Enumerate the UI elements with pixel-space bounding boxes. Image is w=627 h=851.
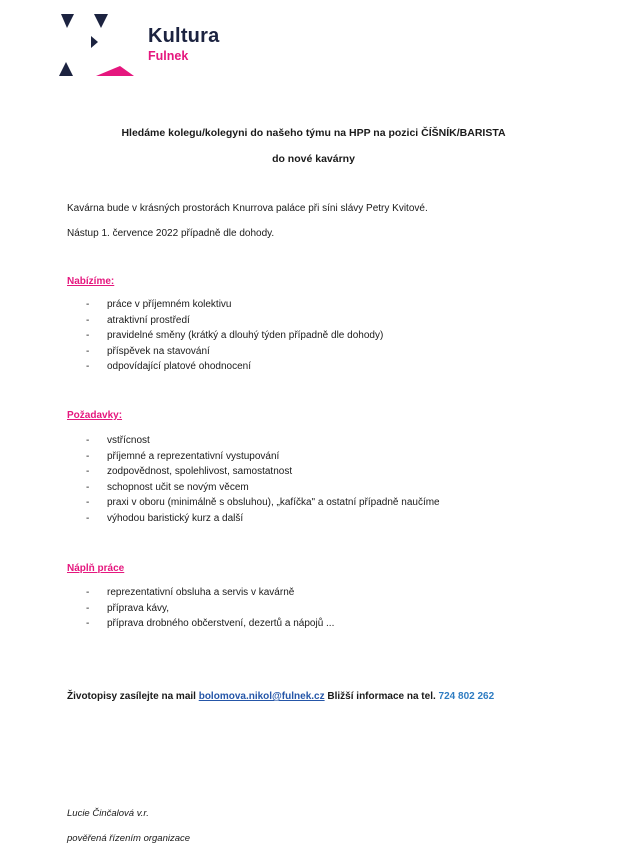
list-item: - odpovídající platové ohodnocení bbox=[86, 359, 383, 375]
list-item: - práce v příjemném kolektivu bbox=[86, 297, 383, 313]
list-item: - zodpovědnost, spolehlivost, samostatnost bbox=[86, 464, 440, 480]
list-item: - schopnost učit se novým věcem bbox=[86, 480, 440, 496]
kultura-fulnek-logo bbox=[58, 14, 238, 78]
page-subtitle: do nové kavárny bbox=[272, 153, 355, 165]
list-item: - příprava kávy, bbox=[86, 601, 334, 617]
list-item: - příjemné a reprezentativní vystupování bbox=[86, 449, 440, 465]
list-item: - praxi v oboru (minimálně s obsluhou), „kafíčka" a ostatní případně naučíme bbox=[86, 495, 440, 511]
signature-role: pověřená řízením organizace bbox=[67, 833, 191, 844]
offer-list bbox=[86, 297, 383, 375]
list-item: - příspěvek na stavování bbox=[86, 344, 383, 360]
list-item: - výhodou baristický kurz a další bbox=[86, 511, 440, 527]
logo-name: Kultura bbox=[148, 25, 220, 47]
duties-heading: Náplň práce bbox=[67, 563, 125, 574]
list-item: - reprezentativní obsluha a servis v kavárně bbox=[86, 585, 334, 601]
page-title: Hledáme kolegu/kolegyni do našeho týmu na HPP na pozici ČÍŠNÍK/BARISTA bbox=[121, 127, 506, 139]
intro-line-2: Nástup 1. července 2022 případně dle dohody. bbox=[67, 228, 275, 239]
contact-prefix: Životopisy zasílejte na mail bbox=[67, 691, 196, 702]
requirements-heading: Požadavky: bbox=[67, 410, 123, 421]
contact-middle: Bližší informace na tel. bbox=[327, 691, 436, 702]
list-item: - vstřícnost bbox=[86, 433, 440, 449]
list-item: - atraktivní prostředí bbox=[86, 313, 383, 329]
requirements-list bbox=[86, 433, 440, 527]
contact-line bbox=[67, 691, 494, 702]
email-link[interactable]: bolomova.nikol@fulnek.cz bbox=[198, 691, 325, 702]
phone-number[interactable]: 724 802 262 bbox=[438, 691, 495, 702]
list-item: - příprava drobného občerstvení, dezertů a nápojů ... bbox=[86, 616, 334, 632]
logo-mark-icon bbox=[58, 14, 138, 78]
logo-subname: Fulnek bbox=[148, 49, 189, 63]
duties-list bbox=[86, 585, 334, 632]
intro-line-1: Kavárna bude v krásných prostorách Knurrova paláce při síni slávy Petry Kvitové. bbox=[67, 203, 428, 214]
list-item: - pravidelné směny (krátký a dlouhý týden případně dle dohody) bbox=[86, 328, 383, 344]
signature-name: Lucie Činčalová v.r. bbox=[67, 808, 149, 819]
offer-heading: Nabízíme: bbox=[67, 276, 115, 287]
